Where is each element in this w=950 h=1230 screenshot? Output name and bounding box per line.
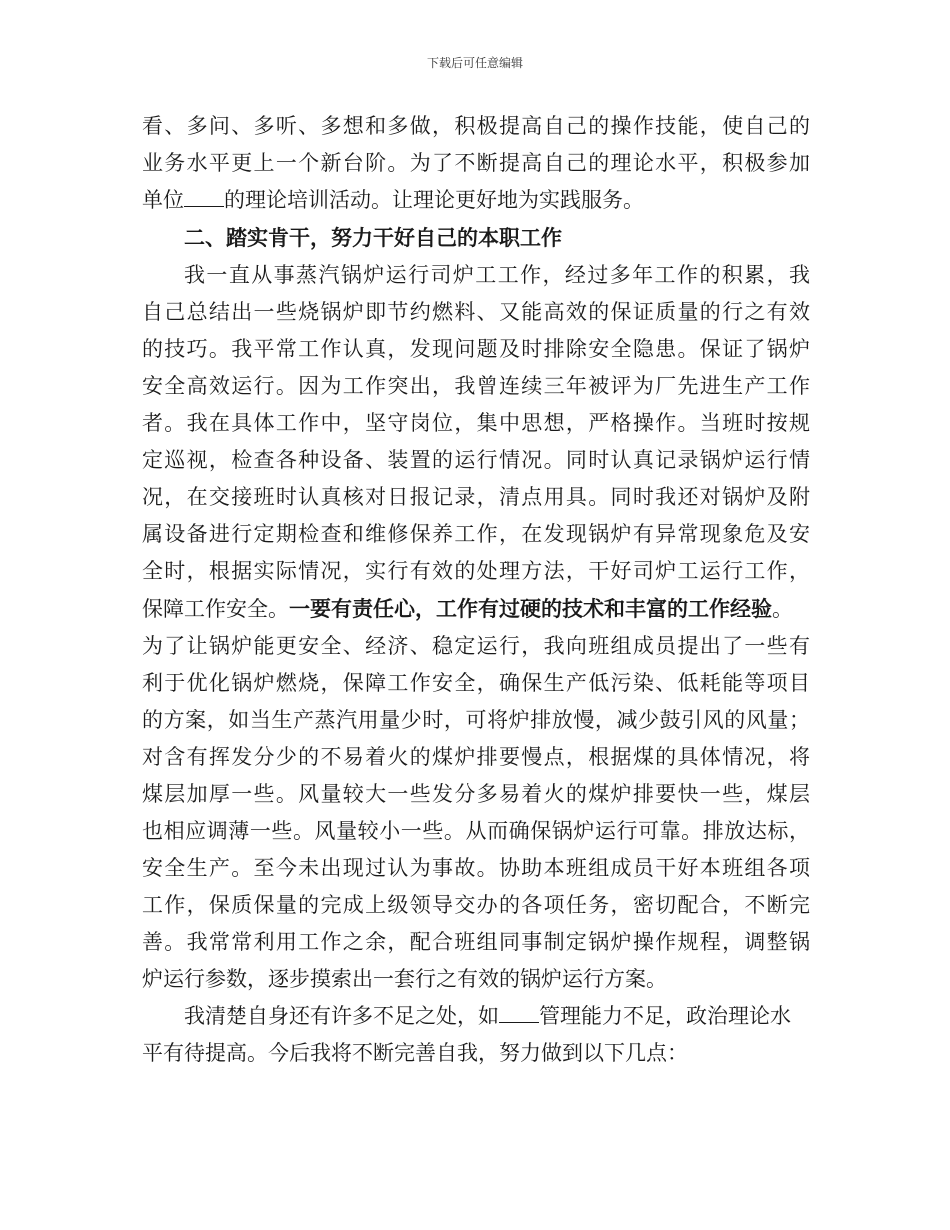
text-line: 煤层加厚一些。风量较大一些发分多易着火的煤炉排要快一些，煤层 (142, 782, 810, 806)
text-line: 工作，保质保量的完成上级领导交办的各项任务，密切配合，不断完 (142, 893, 810, 917)
text-line: 也相应调薄一些。风量较小一些。从而确保锅炉运行可靠。排放达标， (142, 819, 810, 843)
text-line: 业务水平更上一个新台阶。为了不断提高自己的理论水平，积极参加 (142, 151, 810, 175)
text-segment: 的理论培训活动。让理论更好地为实践服务。 (224, 188, 644, 212)
text-line: 看、多问、多听、多想和多做，积极提高自己的操作技能，使自己的 (142, 114, 810, 138)
emphasis-text: 一要有责任心，工作有过硬的技术和丰富的工作经验 (289, 596, 772, 621)
text-line: 炉运行参数，逐步摸索出一套行之有效的锅炉运行方案。 (142, 967, 667, 991)
text-segment: 保障工作安全。 (142, 597, 289, 621)
text-line (184, 1002, 810, 1030)
text-segment: 单位 (142, 188, 184, 212)
text-line (142, 186, 810, 214)
text-line: 为了让锅炉能更安全、经济、稳定运行，我向班组成员提出了一些有 (142, 634, 810, 658)
text-line: 平有待提高。今后我将不断完善自我，努力做到以下几点： (142, 1041, 688, 1065)
text-line: 的方案，如当生产蒸汽用量少时，可将炉排放慢，减少鼓引风的风量； (142, 708, 810, 732)
text-line: 者。我在具体工作中，坚守岗位，集中思想，严格操作。当班时按规 (142, 411, 810, 435)
text-line: 的技巧。我平常工作认真，发现问题及时排除安全隐患。保证了锅炉 (142, 337, 810, 361)
text-segment: 。 (772, 597, 793, 621)
section-heading: 二、踏实肯干，努力干好自己的本职工作 (184, 225, 562, 250)
text-line: 全时，根据实际情况，实行有效的处理方法，干好司炉工运行工作， (142, 559, 810, 583)
text-line: 安全生产。至今未出现过认为事故。协助本班组成员干好本班组各项 (142, 856, 810, 880)
text-line (142, 595, 810, 623)
text-line: 利于优化锅炉燃烧，保障工作安全，确保生产低污染、低耗能等项目 (142, 671, 810, 695)
fill-blank (499, 1002, 539, 1023)
fill-blank (184, 186, 224, 207)
text-segment: 我清楚自身还有许多不足之处，如 (184, 1004, 499, 1028)
text-line: 善。我常常利用工作之余，配合班组同事制定锅炉操作规程，调整锅 (142, 930, 810, 954)
text-line: 我一直从事蒸汽锅炉运行司炉工工作，经过多年工作的积累，我 (184, 263, 810, 287)
text-line: 对含有挥发分少的不易着火的煤炉排要慢点，根据煤的具体情况，将 (142, 745, 810, 769)
text-line: 况，在交接班时认真核对日报记录，清点用具。同时我还对锅炉及附 (142, 485, 810, 509)
text-line: 属设备进行定期检查和维修保养工作，在发现锅炉有异常现象危及安 (142, 522, 810, 546)
text-line: 定巡视，检查各种设备、装置的运行情况。同时认真记录锅炉运行情 (142, 448, 810, 472)
text-line: 自己总结出一些烧锅炉即节约燃料、又能高效的保证质量的行之有效 (142, 300, 810, 324)
text-segment: 管理能力不足，政治理论水 (539, 1004, 791, 1028)
text-line: 安全高效运行。因为工作突出，我曾连续三年被评为厂先进生产工作 (142, 374, 810, 398)
page-header: 下载后可任意编辑 (426, 56, 523, 70)
